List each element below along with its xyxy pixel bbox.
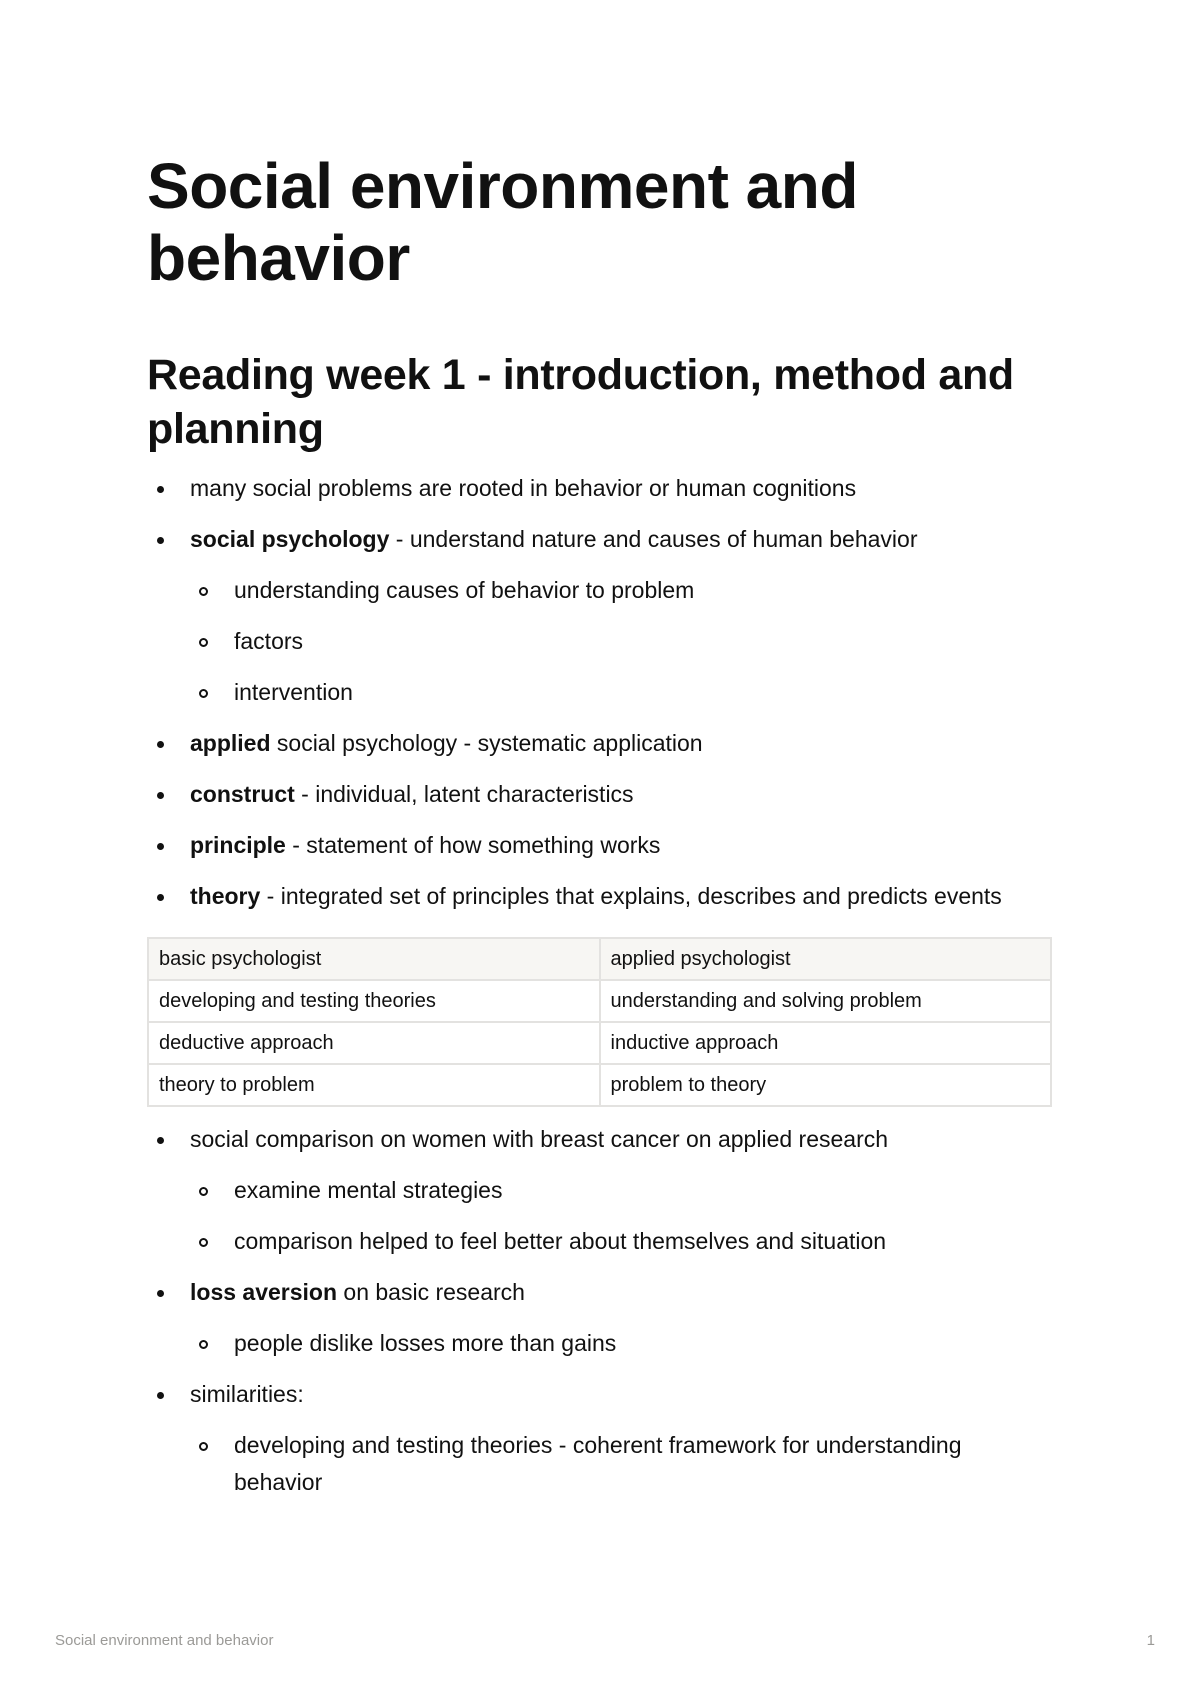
sub-list bbox=[190, 572, 1052, 711]
table-row bbox=[148, 1064, 1051, 1106]
table-cell: problem to theory bbox=[600, 1064, 1052, 1106]
table-row bbox=[148, 980, 1051, 1022]
table-cell: theory to problem bbox=[148, 1064, 600, 1106]
table-cell: developing and testing theories bbox=[148, 980, 600, 1022]
table-header-cell: applied psychologist bbox=[600, 938, 1052, 980]
sub-list-item: developing and testing theories - coherent framework for understanding behavior bbox=[190, 1427, 1052, 1501]
sub-list-item: examine mental strategies bbox=[190, 1172, 1052, 1209]
footer-title: Social environment and behavior bbox=[55, 1632, 274, 1649]
section-heading: Reading week 1 - introduction, method and planning bbox=[147, 351, 1014, 453]
sub-list-item: people dislike losses more than gains bbox=[190, 1325, 1052, 1362]
list-item: many social problems are rooted in behavior or human cognitions bbox=[147, 470, 1052, 507]
document-page bbox=[147, 150, 1052, 1501]
table-row bbox=[148, 1022, 1051, 1064]
list-item: social comparison on women with breast cancer on applied research examine mental strategies comparison helped to feel better about themselves and situation bbox=[147, 1121, 1052, 1260]
page-title: Social environment and behavior bbox=[147, 150, 858, 294]
bullet-list-b bbox=[147, 1121, 1052, 1501]
list-item: similarities: developing and testing theories - coherent framework for understanding behavior bbox=[147, 1376, 1052, 1501]
sub-list-item: intervention bbox=[190, 674, 1052, 711]
bullet-list-a bbox=[147, 470, 1052, 915]
sub-list-item: factors bbox=[190, 623, 1052, 660]
list-item: theory - integrated set of principles that explains, describes and predicts events bbox=[147, 878, 1052, 915]
table-cell: understanding and solving problem bbox=[600, 980, 1052, 1022]
comparison-table bbox=[147, 937, 1052, 1107]
list-item: principle - statement of how something works bbox=[147, 827, 1052, 864]
sub-list-item: understanding causes of behavior to problem bbox=[190, 572, 1052, 609]
list-item: loss aversion on basic research people dislike losses more than gains bbox=[147, 1274, 1052, 1362]
table-header-cell: basic psychologist bbox=[148, 938, 600, 980]
list-item: social psychology - understand nature and causes of human behavior understanding causes of behavior to problem factors intervention bbox=[147, 521, 1052, 711]
list-item: construct - individual, latent characteristics bbox=[147, 776, 1052, 813]
page-footer bbox=[55, 1632, 1155, 1649]
sub-list-item: comparison helped to feel better about themselves and situation bbox=[190, 1223, 1052, 1260]
page-number: 1 bbox=[1146, 1632, 1155, 1649]
table-header-row bbox=[148, 938, 1051, 980]
list-item: applied social psychology - systematic application bbox=[147, 725, 1052, 762]
table-cell: deductive approach bbox=[148, 1022, 600, 1064]
sub-list bbox=[190, 1172, 1052, 1260]
sub-list bbox=[190, 1427, 1052, 1501]
sub-list bbox=[190, 1325, 1052, 1362]
table-cell: inductive approach bbox=[600, 1022, 1052, 1064]
